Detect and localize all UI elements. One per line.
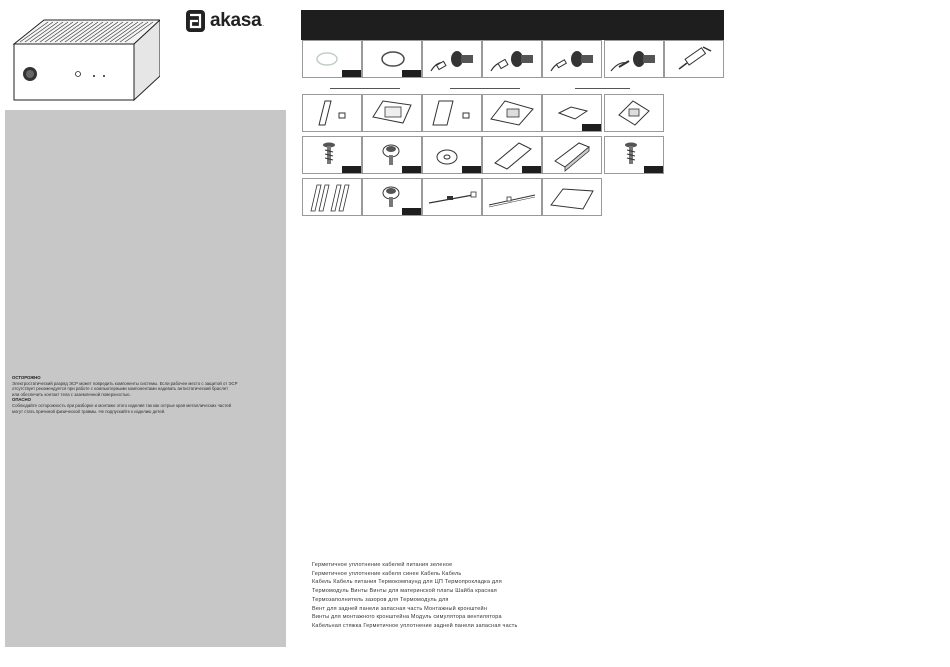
accessory-cell: [542, 136, 602, 174]
accessory-cell: [542, 94, 602, 132]
brand-dot: .: [262, 22, 265, 28]
esd-text-1: Электростатический разряд ЭСР может повредить компоненты системы. Если рабочее место с защитой от ЭСР: [12, 380, 238, 386]
fan-simulator-module-icon: [423, 179, 481, 215]
parts-line: Термозаполнитель зазоров для Термомодуль для: [312, 596, 449, 603]
tag-marker: [342, 70, 361, 77]
mounting-bracket-icon: [303, 179, 361, 215]
group-divider: [330, 88, 400, 89]
parts-list: [312, 561, 612, 631]
esd-heading: ОСТОРОЖНО: [12, 375, 41, 380]
danger-heading: ОПАСНО: [12, 397, 31, 403]
accessory-cell: [604, 40, 664, 78]
akasa-logo: [186, 9, 264, 33]
tag-marker: [522, 166, 541, 173]
accessories-header-bar: [301, 10, 724, 40]
accessory-cell: [422, 136, 482, 174]
thermal-pad-strip-icon: [303, 95, 361, 131]
accessory-cell: [482, 40, 542, 78]
cpu-thermal-module-icon: [363, 95, 421, 131]
accessory-cell: [362, 40, 422, 78]
parts-line: Герметичное уплотнение кабеля синее Кабель Кабель: [312, 570, 462, 577]
thermal-block-icon: [543, 137, 601, 173]
accessory-cell: [302, 40, 362, 78]
thermal-paste-syringe-icon: [665, 41, 723, 77]
parts-line: Винты для монтажного кронштейна Модуль симулятора вентилятора: [312, 614, 502, 621]
lan-cable-plug-icon: [483, 41, 541, 77]
danger-text-1: Соблюдайте осторожность при разборке и монтаже этого изделия так как острые края металлических частей: [12, 402, 232, 408]
parts-line: Герметичное уплотнение кабелей питания зеленое: [312, 562, 453, 568]
accessory-cell: [362, 178, 422, 216]
tag-marker: [402, 208, 421, 215]
esd-text-2: отсутствует рекомендуется при работе с компьютерными компонентами надевать антистатический браслет: [12, 386, 229, 392]
accessory-cell: [422, 40, 482, 78]
danger-text-2: могут стать причиной физической травмы. Не подпускайте к изделию детей.: [12, 408, 166, 414]
parts-line: Кабель Кабель питания Термокомпаунд для ЦП Термопрокладка для: [312, 579, 502, 586]
accessory-cell: [542, 178, 602, 216]
chipset-thermal-module-icon: [483, 95, 541, 131]
tag-marker: [644, 166, 663, 173]
hdmi-cable-plug-icon: [543, 41, 601, 77]
tag-marker: [342, 166, 361, 173]
dc-cable-plug-icon: [605, 41, 663, 77]
accessory-cell: [422, 94, 482, 132]
power-cable-plug-icon: [423, 41, 481, 77]
accessory-cell: [482, 178, 542, 216]
accessory-cell: [302, 94, 362, 132]
accessory-cell: [302, 178, 362, 216]
group-divider: [450, 88, 520, 89]
group-divider: [575, 88, 630, 89]
accessory-cell: [604, 94, 664, 132]
accessory-cell: [482, 136, 542, 174]
tag-marker: [582, 124, 601, 131]
thermal-pad-sheet-icon: [423, 95, 481, 131]
accessory-cell: [604, 136, 664, 174]
accessory-cell: [302, 136, 362, 174]
tag-marker: [402, 70, 421, 77]
accessory-cell: [664, 40, 724, 78]
warnings-block: [12, 375, 284, 414]
accessory-cell: [542, 40, 602, 78]
parts-line: Кабельная стяжка Герметичное уплотнение задней панели запасная часть: [312, 622, 518, 629]
accessory-cell: [482, 94, 542, 132]
device-illustration: [8, 12, 160, 109]
parts-line: Вент для задней панели запасная часть Монтажный кронштейн: [312, 605, 488, 612]
accessory-cell: [422, 178, 482, 216]
brand-name: akasa: [210, 10, 262, 31]
rear-panel-seal-icon: [543, 179, 601, 215]
cable-tie-icon: [483, 179, 541, 215]
akasa-logo-icon: [186, 10, 205, 32]
vrm-thermal-module-icon: [605, 95, 663, 131]
accessory-cell: [362, 94, 422, 132]
tag-marker: [462, 166, 481, 173]
esd-text-3: или обеспечить контакт тела с заземленной поверхностью.: [12, 391, 131, 397]
tag-marker: [402, 166, 421, 173]
accessory-cell: [362, 136, 422, 174]
parts-line: Термомодуль Винты Винты для материнской платы Шайба красная: [312, 588, 497, 595]
